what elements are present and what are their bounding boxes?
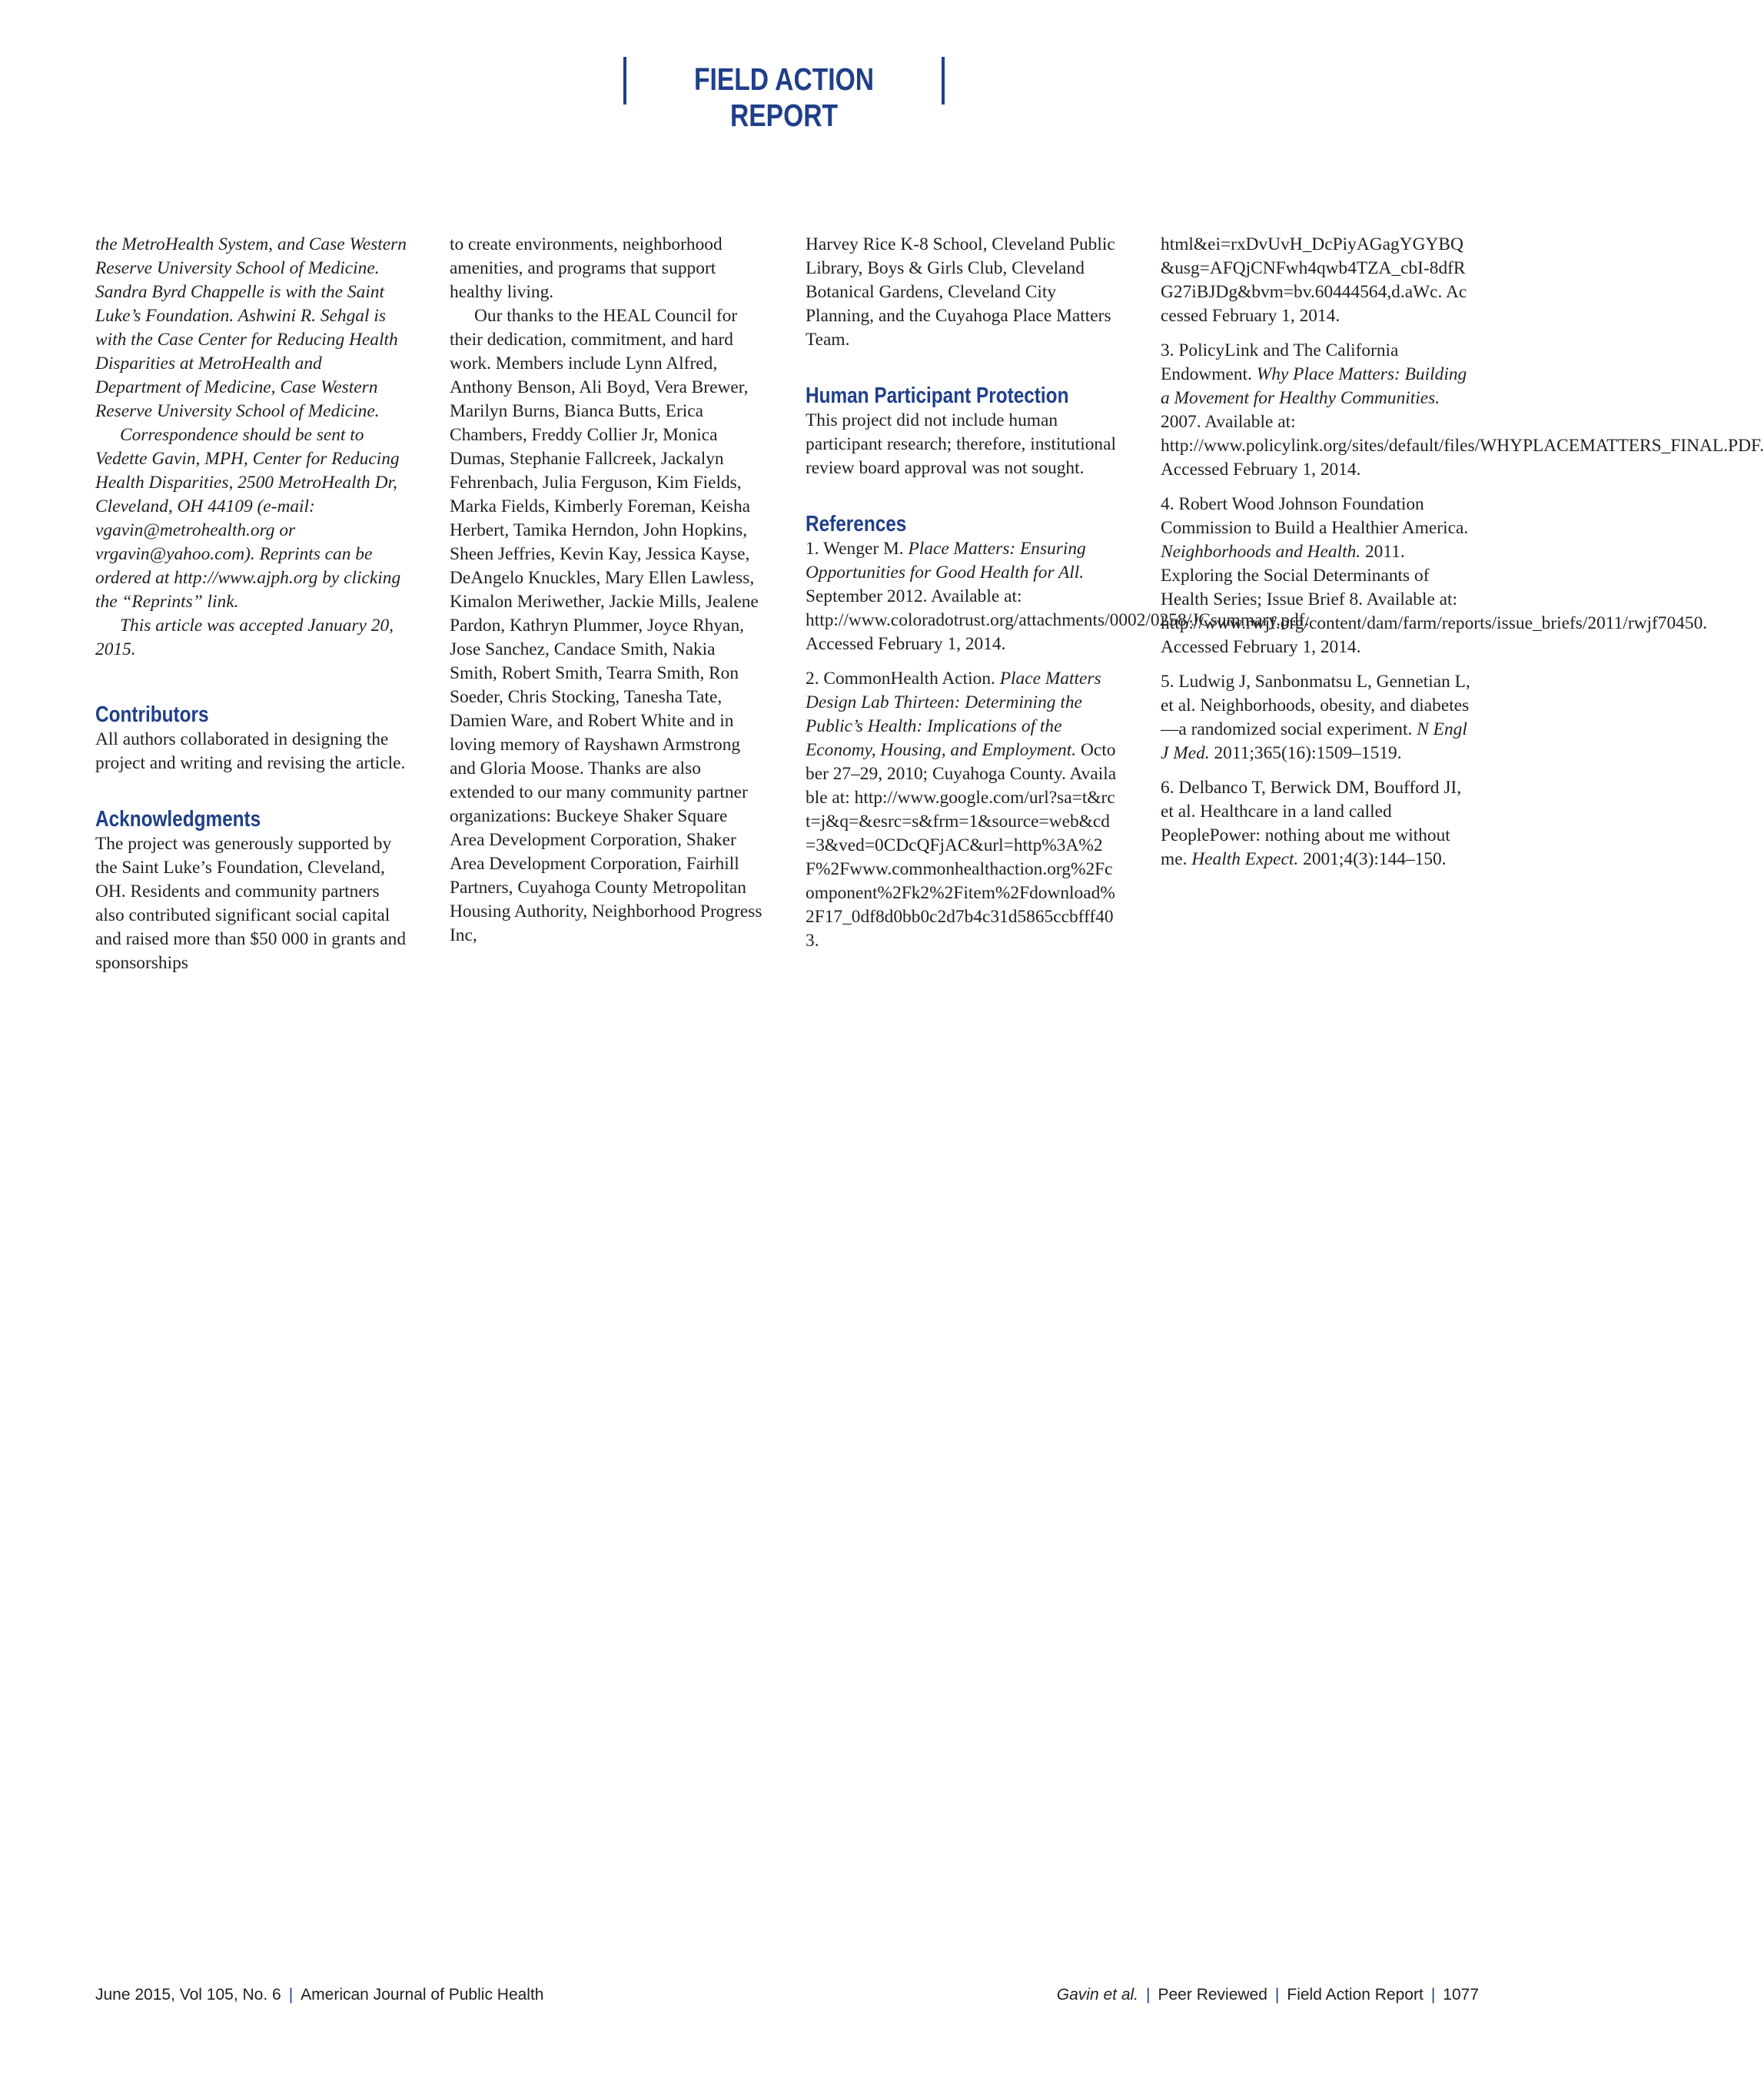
header-rule-right xyxy=(942,57,945,105)
reference-6: 6. Delbanco T, Berwick DM, Boufford JI, et al. Healthcare in a land called PeoplePower: nothing about me without me. Health Expect. 2001;4(3):144–150. xyxy=(1161,778,1462,869)
header-title: FIELD ACTION REPORT xyxy=(693,61,875,133)
section-label: Field Action Report xyxy=(1287,1986,1423,2004)
acknowledgments-text: The project was generously supported by the Saint Luke’s Foundation, Cleveland, OH. Residents and community partners also contributed significant social capital and raised more than $50 000 in grants and sponsorships xyxy=(95,834,407,973)
footer-left: June 2015, Vol 105, No. 6 | American Journal of Public Health xyxy=(95,1986,544,2004)
header-rule-left xyxy=(623,57,626,105)
accepted-note: This article was accepted January 20, 2015. xyxy=(95,616,394,659)
running-header xyxy=(0,57,1574,133)
acknowledgments-heading: Acknowledgments xyxy=(95,807,261,832)
acknowledgments-continued: to create environments, neighborhood amenities, and programs that support healthy living. xyxy=(450,234,723,302)
correspondence-note: Correspondence should be sent to Vedette Gavin, MPH, Center for Reducing Health Disparities, 2500 MetroHealth Dr, Cleveland, OH 44109 (e-mail: vgavin@metrohealth.org or vrgavin@yahoo.com). Reprints can be ordered at http://www.ajph.org by clicking the “Reprints” link. xyxy=(95,425,401,612)
reference-5: 5. Ludwig J, Sanbonmatsu L, Gennetian L, et al. Neighborhoods, obesity, and diabetes—a randomized social experiment. N Engl J Med. 2011;365(16):1509–1519. xyxy=(1161,672,1470,763)
issue-info: June 2015, Vol 105, No. 6 xyxy=(95,1986,281,2004)
contributors-text: All authors collaborated in designing the project and writing and revising the article. xyxy=(95,729,406,773)
heal-council-thanks: Our thanks to the HEAL Council for their dedication, commitment, and hard work. Members include Lynn Alfred, Anthony Benson, Ali Boyd, Vera Brewer, Marilyn Burns, Bianca Butts, Erica Chambers, Freddy Collier Jr, Monica Dumas, Stephanie Fallcreek, Jackalyn Fehrenbach, Julia Ferguson, Kim Fields, Marka Fields, Kimberly Foreman, Keisha Herbert, Tamika Herndon, John Hopkins, Sheen Jeffries, Kevin Kay, Jessica Kayse, DeAngelo Knuckles, Mary Ellen Lawless, Kimalon Meriwether, Jackie Mills, Jealene Pardon, Kathryn Plummer, Joyce Rhyan, Jose Sanchez, Candace Smith, Nakia Smith, Robert Smith, Tearra Smith, Ron Soeder, Chris Stocking, Tanesha Tate, Damien Ware, and Robert White and in loving memory of Rayshawn Armstrong and Gloria Moose. Thanks are also extended to our many community partner organizations: Buckeye Shaker Square Area Development Corporation, Shaker Area Development Corporation, Fairhill Partners, Cuyahoga County Metropolitan Housing Authority, Neighborhood Progress Inc, xyxy=(450,306,762,945)
column-4 xyxy=(1161,233,1764,882)
reference-4: 4. Robert Wood Johnson Foundation Commission to Build a Healthier America. Neighborhoods and Health. 2011. Exploring the Social Determinants of Health Series; Issue Brief 8. Available at: http://www.rwjf.org/content/dam/farm/reports/issue_briefs/2011/rwjf70450. Accessed February 1, 2014. xyxy=(1161,494,1708,657)
column-1 xyxy=(95,233,409,975)
reference-2-continued: html&ei=rxDvUvH_DcPiyAGagYGYBQ&usg=AFQjCNFwh4qwb4TZA_cbI-8dfRG27iBJDg&bvm=bv.60444564,d.aWc. Accessed February 1, 2014. xyxy=(1161,234,1467,326)
footer-authors: Gavin et al. xyxy=(1056,1986,1139,2004)
partners-continued: Harvey Rice K-8 School, Cleveland Public Library, Boys & Girls Club, Cleveland Botanical Gardens, Cleveland City Planning, and the Cuyahoga Place Matters Team. xyxy=(806,234,1115,350)
page-number: 1077 xyxy=(1443,1986,1479,2004)
author-affiliation: the MetroHealth System, and Case Western Reserve University School of Medicine. Sandra Byrd Chappelle is with the Saint Luke’s Foundation. Ashwini R. Sehgal is with the Case Center for Reducing Health Disparities at MetroHealth and Department of Medicine, Case Western Reserve University School of Medicine. xyxy=(95,234,407,421)
human-participant-heading: Human Participant Protection xyxy=(806,383,1069,408)
footer-right: Gavin et al. | Peer Reviewed | Field Action Report | 1077 xyxy=(1056,1986,1479,2004)
journal-name: American Journal of Public Health xyxy=(301,1986,544,2004)
reference-2: 2. CommonHealth Action. Place Matters Design Lab Thirteen: Determining the Public’s Health: Implications of the Economy, Housing, and Employment. October 27–29, 2010; Cuyahoga County. Available at: http://www.google.com/url?sa=t&rct=j&q=&esrc=s&frm=1&source=web&cd=3&ved=0CDcQFjAC&url=http%3A%2F%2Fwww.commonhealthaction.org%2Fcomponent%2Fk2%2Fitem%2Fdownload%2F17_0df8d0bb0c2d7b4c31d5865ccbfff403. xyxy=(806,669,1117,951)
reference-1: 1. Wenger M. Place Matters: Ensuring Opportunities for Good Health for All. September 2012. Available at: http://www.coloradotrust.org/attachments/0002/0258/JCsummary.pdf. Accessed February 1, 2014. xyxy=(806,539,1310,654)
reference-3: 3. PolicyLink and The California Endowment. Why Place Matters: Building a Movement for Healthy Communities. 2007. Available at: http://www.policylink.org/sites/default/files/WHYPLACEMATTERS_FINAL.PDF. Accessed February 1, 2014. xyxy=(1161,340,1764,480)
column-2 xyxy=(450,233,763,948)
human-participant-text: This project did not include human participant research; therefore, institutional review board approval was not sought. xyxy=(806,410,1116,478)
peer-reviewed-label: Peer Reviewed xyxy=(1158,1986,1267,2004)
references-heading: References xyxy=(806,512,907,536)
contributors-heading: Contributors xyxy=(95,702,209,727)
column-3 xyxy=(806,233,1310,964)
